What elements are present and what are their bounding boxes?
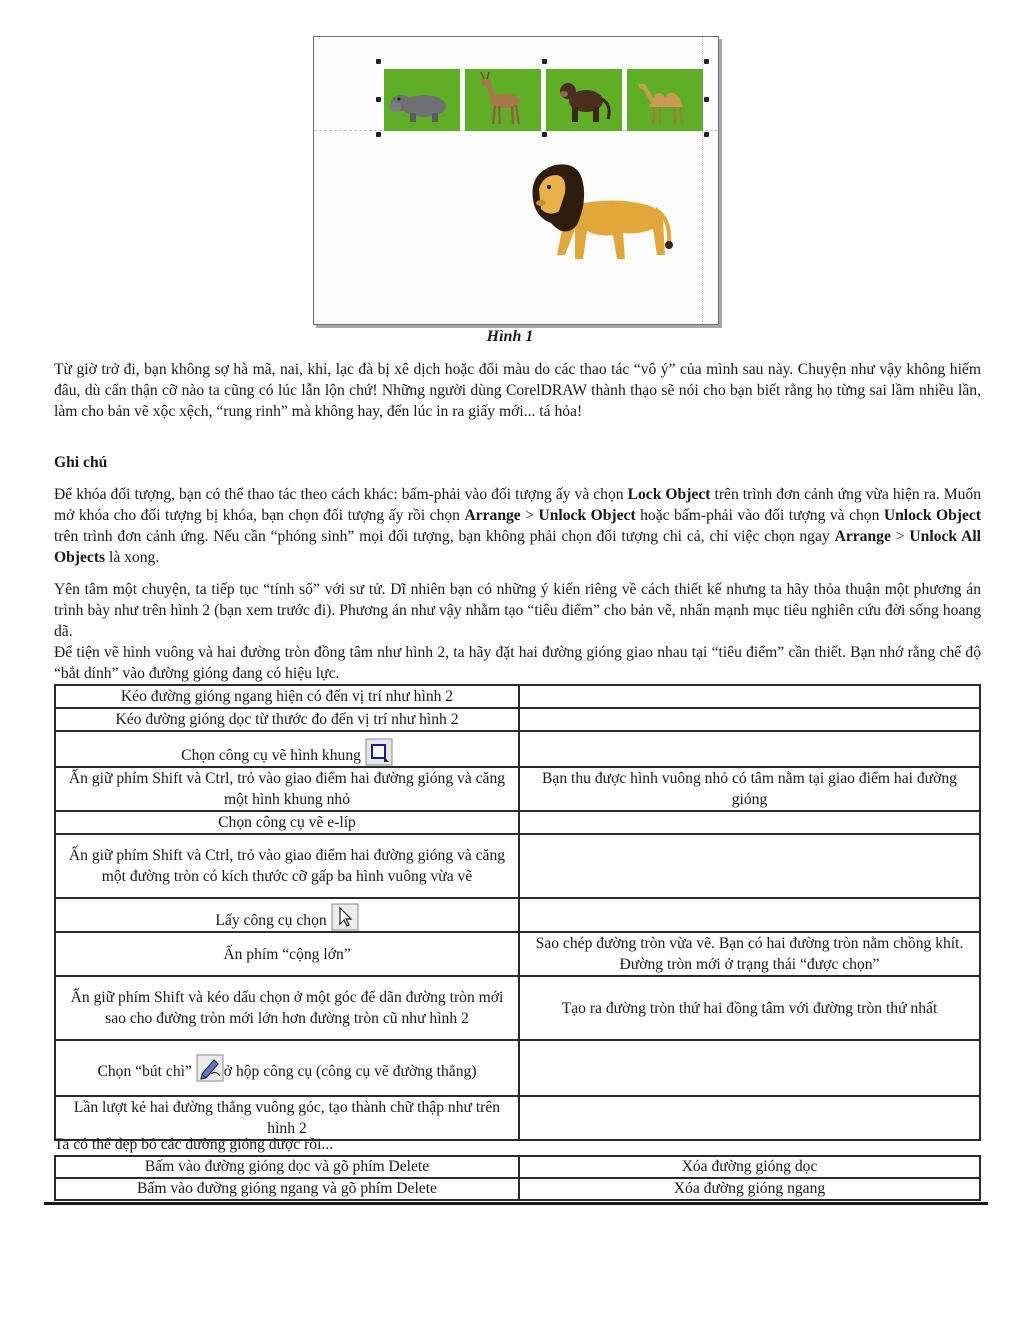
unlock-object-command: Unlock Object (883, 507, 982, 524)
step-action: Ấn giữ phím Shift và Ctrl, trỏ vào giao điểm hai đường gióng và căng một đường tròn có kích thước cỡ gấp ba hình vuông vừa vẽ (55, 834, 519, 898)
step-result (519, 1040, 980, 1096)
unlock-all-objects-command: Unlock All Objects (54, 528, 982, 566)
table-row (55, 834, 980, 898)
step-action: Bấm vào đường gióng ngang và gõ phím Delete (55, 1178, 519, 1200)
rectangle-tool-icon (365, 738, 393, 766)
selection-handle[interactable] (376, 97, 381, 102)
final-steps-table (54, 1155, 981, 1201)
table-row (55, 976, 980, 1040)
step-result: Xóa đường gióng dọc (519, 1156, 980, 1178)
step-action: Lần lượt kẻ hai đường thẳng vuông góc, tạo thành chữ thập như trên hình 2 (55, 1096, 519, 1140)
unlock-object-command: Unlock Object (538, 507, 636, 524)
steps-table (54, 684, 981, 1141)
table-row (55, 1040, 980, 1096)
step-action: Chọn công cụ vẽ hình khung (55, 731, 519, 767)
selection-handle[interactable] (376, 132, 381, 137)
step-action: Bấm vào đường gióng dọc và gõ phím Delete (55, 1156, 519, 1178)
step-result: Xóa đường gióng ngang (519, 1178, 980, 1200)
table-row (55, 898, 980, 932)
step-result: Bạn thu được hình vuông nhỏ có tâm nằm tại giao điểm hai đường gióng (519, 767, 980, 811)
tile-deer[interactable] (465, 69, 541, 131)
paragraph-guidelines: Để tiện vẽ hình vuông và hai đường tròn đồng tâm như hình 2, ta hãy đặt hai đường gióng giao nhau tại “tiêu điểm” cần thiết. Bạn nhớ rằng chế độ “bắt dính” vào đường gióng đang có hiệu lực. (54, 644, 981, 682)
step-action: Chọn “bút chì” ở hộp công cụ (công cụ vẽ đường thẳng) (55, 1040, 519, 1096)
selection-handle[interactable] (542, 132, 547, 137)
step-result (519, 834, 980, 898)
figure-1 (313, 36, 719, 325)
step-result: Tạo ra đường tròn thứ hai đồng tâm với đường tròn thứ nhất (519, 976, 980, 1040)
table-row (55, 708, 980, 731)
selection-handle[interactable] (704, 97, 709, 102)
bottom-divider (44, 1202, 988, 1205)
selection-handle[interactable] (704, 132, 709, 137)
deer-icon (465, 69, 541, 131)
table-row (55, 731, 980, 767)
table-row (55, 1156, 980, 1178)
paragraph-intro: Từ giờ trở đi, bạn không sợ hà mã, nai, khỉ, lạc đà bị xê dịch hoặc đổi màu do các thao tác “vô ý” của mình sau này. Chuyện như vậy không hiếm đâu, dù cẩn thận cỡ nào ta cũng có lúc lẫn lộn chứ! Những người dùng CorelDRAW thành thạo sẽ nói cho bạn biết rằng họ từng sai lầm nhiều lần, làm cho bản vẽ xộc xệch, “rung rinh” mà không hay, đến lúc in ra giấy mới... tá hỏa! (54, 361, 981, 420)
paragraph-remove-guidelines: Ta có thể dẹp bỏ các đường gióng được rồi... (54, 1136, 334, 1153)
lion-icon (519, 159, 679, 271)
step-action: Ấn giữ phím Shift và kéo dấu chọn ở một góc để dãn đường tròn mới sao cho đường tròn mới lớn hơn đường tròn cũ như hình 2 (55, 976, 519, 1040)
arrange-menu: Arrange (834, 528, 891, 545)
table-row (55, 767, 980, 811)
paragraph-note: Để khóa đối tượng, bạn có thể thao tác theo cách khác: bấm-phải vào đối tượng ấy và chọn Lock Object trên trình đơn cảnh ứng vừa hiện ra. Muốn mở khóa cho đối tượng bị khóa, bạn chọn đối tượng ấy rồi chọn Arrange > Unlock Object hoặc bấm-phải vào đối tượng và chọn Unlock Object trên trình đơn cảnh ứng. Nếu cần “phóng sinh” mọi đối tượng, bạn không phải chọn đối tượng chi cả, chỉ việc chọn ngay Arrange > Unlock All Objects là xong. (54, 486, 982, 566)
table-row (55, 685, 980, 708)
step-result (519, 708, 980, 731)
table-row (55, 932, 980, 976)
step-action: Lấy công cụ chọn (55, 898, 519, 932)
step-result: Sao chép đường tròn vừa vẽ. Bạn có hai đường tròn nằm chồng khít. Đường tròn mới ở trạng thái “được chọn” (519, 932, 980, 976)
step-result (519, 898, 980, 932)
tile-hippo[interactable] (384, 69, 460, 131)
step-action: Ấn giữ phím Shift và Ctrl, trỏ vào giao điểm hai đường gióng và căng một hình khung nhỏ (55, 767, 519, 811)
camel-icon (627, 69, 703, 131)
tile-monkey[interactable] (546, 69, 622, 131)
figure-caption: Hình 1 (486, 328, 534, 345)
note-heading: Ghi chú (54, 454, 108, 471)
table-row (55, 1178, 980, 1200)
pick-tool-icon (331, 903, 359, 931)
selection-handle[interactable] (704, 59, 709, 64)
tile-camel[interactable] (627, 69, 703, 131)
step-action: Chọn công cụ vẽ e-líp (55, 811, 519, 834)
step-action: Kéo đường gióng dọc từ thước đo đến vị trí như hình 2 (55, 708, 519, 731)
step-result (519, 731, 980, 767)
lock-object-command: Lock Object (627, 486, 711, 503)
step-result (519, 685, 980, 708)
hippo-icon (384, 69, 460, 131)
selection-handle[interactable] (542, 59, 547, 64)
paragraph-lion-plan: Yên tâm một chuyện, ta tiếp tục “tính sổ” với sư tử. Dĩ nhiên bạn có những ý kiến riêng về cách thiết kế nhưng ta hãy thỏa thuận một phương án trình bày như trên hình 2 (bạn xem trước đi). Phương án như vậy nhằm tạo “tiêu điểm” cho bản vẽ, nhấn mạnh mục tiêu nghiên cứu đời sống hoang dã. (54, 581, 981, 640)
step-result (519, 811, 980, 834)
monkey-icon (546, 69, 622, 131)
pencil-tool-icon (196, 1054, 224, 1082)
step-action: Kéo đường gióng ngang hiện có đến vị trí như hình 2 (55, 685, 519, 708)
step-action: Ấn phím “cộng lớn” (55, 932, 519, 976)
selection-handle[interactable] (376, 59, 381, 64)
arrange-menu: Arrange (464, 507, 521, 524)
table-row (55, 811, 980, 834)
